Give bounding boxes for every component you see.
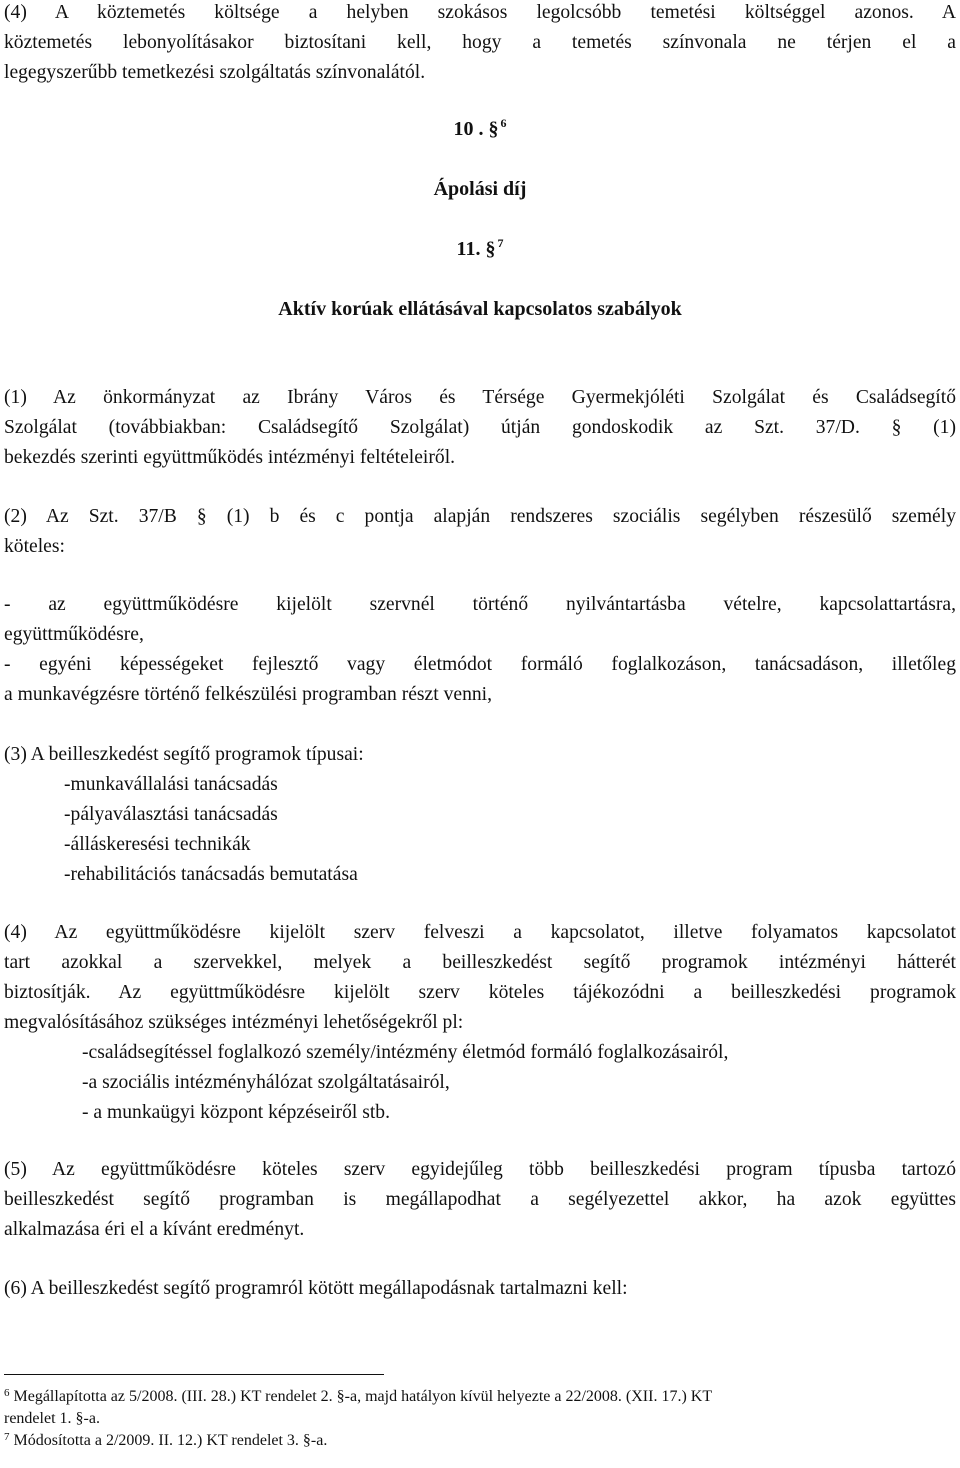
footnote-6-continued: rendelet 1. §-a. [4, 1410, 100, 1427]
paragraph-6 [4, 1274, 956, 1304]
footnote-ref-7[interactable]: 7 [497, 236, 504, 250]
paragraph-4-line-2: tart azokkal a szervekkel, melyek a beilleszkedést segítő programok intézményi hátterét [4, 952, 956, 973]
duty-2-line-2: a munkavégzésre történő felkészülési programban részt venni, [4, 684, 493, 705]
section-11-number-text: 11. § [456, 238, 496, 260]
institution-item: - a munkaügyi központ képzéseiről stb. [82, 1102, 390, 1123]
paragraph-3-heading: (3) A beilleszkedést segítő programok típusai: [4, 744, 364, 765]
paragraph-2-line-1: (2) Az Szt. 37/B § (1) b és c pontja alapján rendszeres szociális segélyben részesülő személy [4, 506, 956, 527]
paragraph-1-line-1: (1) Az önkormányzat az Ibrány Város és Térsége Gyermekjóléti Szolgálat és Családsegítő [4, 387, 956, 408]
paragraph-2 [4, 502, 956, 562]
section-10-heading [4, 114, 956, 144]
program-type-item: -álláskeresési technikák [64, 834, 251, 855]
intro-paragraph [4, 0, 956, 88]
program-type-item: -pályaválasztási tanácsadás [64, 804, 278, 825]
duties-list [4, 590, 956, 710]
duty-1-line-1: - az együttműködésre kijelölt szervnél történő nyilvántartásba vételre, kapcsolattartásra, [4, 594, 956, 615]
intro-line-3: legegyszerűbb temetkezési szolgáltatás színvonalától. [4, 62, 426, 83]
paragraph-5-line-3: alkalmazása éri el a kívánt eredményt. [4, 1219, 305, 1240]
footnote-6 [4, 1386, 956, 1408]
paragraph-6-line-1: (6) A beilleszkedést segítő programról kötött megállapodásnak tartalmazni kell: [4, 1278, 628, 1299]
section-10-number [4, 114, 956, 144]
program-type-item: -munkavállalási tanácsadás [64, 774, 278, 795]
footnote-7 [4, 1430, 956, 1452]
footnote-7-mark: 7 [4, 1431, 10, 1443]
paragraph-1-line-3: bekezdés szerinti együttműködés intézményi feltételeiről. [4, 447, 456, 468]
paragraph-3 [4, 740, 956, 890]
footnote-separator [4, 1374, 384, 1375]
section-11-title: Aktív korúak ellátásával kapcsolatos szabályok [278, 298, 682, 320]
paragraph-1 [4, 383, 956, 473]
paragraph-4 [4, 918, 956, 1128]
footnote-ref-6[interactable]: 6 [500, 116, 507, 130]
duty-1-line-2: együttműködésre, [4, 624, 144, 645]
paragraph-5 [4, 1155, 956, 1245]
duty-2-line-1: - egyéni képességeket fejlesztő vagy életmódot formáló foglalkozáson, tanácsadáson, illetőleg [4, 654, 956, 675]
institution-item: -a szociális intézményhálózat szolgáltatásairól, [82, 1072, 450, 1093]
footnotes [4, 1386, 956, 1452]
paragraph-1-line-2: Szolgálat (továbbiakban: Családsegítő Szolgálat) útján gondoskodik az Szt. 37/D. § (1) [4, 417, 956, 438]
paragraph-4-line-4: megvalósításához szükséges intézményi lehetőségekről pl: [4, 1012, 464, 1033]
program-type-item: -rehabilitációs tanácsadás bemutatása [64, 864, 358, 885]
paragraph-5-line-2: beilleszkedést segítő programban is megállapodhat a segélyezettel akkor, ha azok együttes [4, 1189, 956, 1210]
footnote-6-mark: 6 [4, 1387, 10, 1399]
footnote-7-line-1: Módosította a 2/2009. II. 12.) KT rendelet 3. §-a. [13, 1432, 328, 1449]
section-11-number [4, 234, 956, 264]
institution-item: -családsegítéssel foglalkozó személy/intézmény életmód formáló foglalkozásairól, [82, 1042, 729, 1063]
intro-line-2: köztemetés lebonyolításakor biztosítani kell, hogy a temetés színvonala ne térjen el a [4, 32, 956, 53]
section-10-number-text: 10 . § [453, 118, 499, 140]
paragraph-4-line-1: (4) Az együttműködésre kijelölt szerv felveszi a kapcsolatot, illetve folyamatos kapcsolatot [4, 922, 956, 943]
paragraph-4-line-3: biztosítják. Az együttműködésre kijelölt szerv köteles tájékozódni a beilleszkedési programok [4, 982, 956, 1003]
paragraph-5-line-1: (5) Az együttműködésre köteles szerv egyidejűleg több beilleszkedési program típusba tartozó [4, 1159, 956, 1180]
section-10-title: Ápolási díj [433, 178, 527, 200]
footnote-6-line-1: Megállapította az 5/2008. (III. 28.) KT rendelet 2. §-a, majd hatályon kívül helyezte a 22/2008. (XII. 17.) KT [13, 1388, 713, 1405]
intro-line-1: (4) A köztemetés költsége a helyben szokásos legolcsóbb temetési költséggel azonos. A [4, 2, 956, 23]
paragraph-2-line-2: köteles: [4, 536, 65, 557]
